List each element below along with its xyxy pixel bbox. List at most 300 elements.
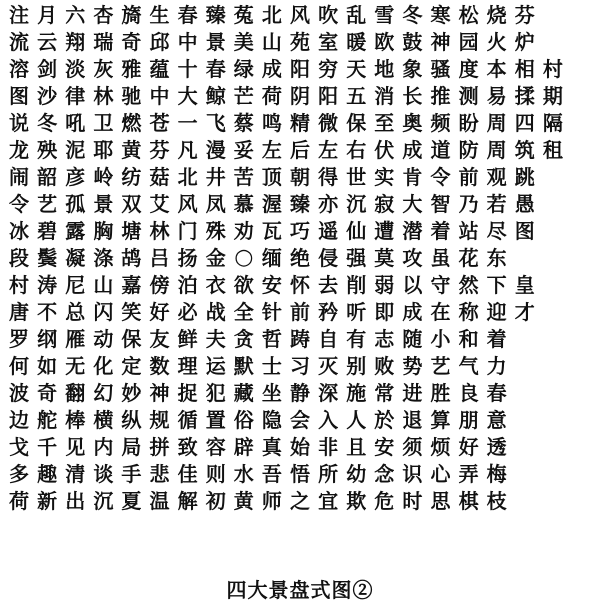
grid-character: 保 xyxy=(346,111,367,136)
grid-character: 遥 xyxy=(318,219,339,244)
grid-character: 象 xyxy=(402,57,423,82)
grid-character: 不 xyxy=(37,299,58,324)
grid-character: 笑 xyxy=(121,299,142,324)
grid-character: 鲜 xyxy=(177,326,198,351)
grid-character: 水 xyxy=(233,461,254,486)
grid-character: 冬 xyxy=(402,3,423,28)
grid-character: 泊 xyxy=(177,272,198,297)
grid-character: 苍 xyxy=(149,111,170,136)
grid-character: 势 xyxy=(402,353,423,378)
grid-character: 捉 xyxy=(177,380,198,405)
grid-character: 六 xyxy=(65,3,86,28)
grid-character: 无 xyxy=(65,353,86,378)
grid-character: 室 xyxy=(318,30,339,55)
grid-character: 站 xyxy=(458,219,479,244)
grid-character: 漫 xyxy=(205,138,226,163)
grid-character: 沙 xyxy=(37,84,58,109)
grid-character: 别 xyxy=(346,353,367,378)
grid-character: 缅 xyxy=(261,246,282,271)
grid-character: 於 xyxy=(374,407,395,432)
grid-character: 初 xyxy=(205,488,226,513)
grid-character: 内 xyxy=(93,434,114,459)
grid-character: 劝 xyxy=(233,219,254,244)
grid-character: 吹 xyxy=(318,3,339,28)
grid-character: 鸣 xyxy=(261,111,282,136)
grid-character: 温 xyxy=(149,488,170,513)
grid-character: 才 xyxy=(514,299,535,324)
grid-character: 哲 xyxy=(261,326,282,351)
grid-character: 律 xyxy=(65,84,86,109)
grid-character: 师 xyxy=(261,488,282,513)
grid-character: 志 xyxy=(374,326,395,351)
grid-character: 坐 xyxy=(261,380,282,405)
grid-character: 孤 xyxy=(65,192,86,217)
grid-character: 跳 xyxy=(514,165,535,190)
grid-character: 亦 xyxy=(318,192,339,217)
grid-character: 艺 xyxy=(37,192,58,217)
grid-character: 度 xyxy=(458,57,479,82)
grid-character: 中 xyxy=(177,30,198,55)
grid-character: 局 xyxy=(121,434,142,459)
grid-character: 理 xyxy=(177,353,198,378)
grid-character: 悲 xyxy=(149,461,170,486)
grid-character: 长 xyxy=(402,84,423,109)
grid-character: 冰 xyxy=(9,219,30,244)
grid-character: 听 xyxy=(346,299,367,324)
grid-character: 林 xyxy=(149,219,170,244)
grid-character: 力 xyxy=(486,353,507,378)
grid-character: 荷 xyxy=(9,488,30,513)
grid-character: 纺 xyxy=(121,165,142,190)
grid-character: 驰 xyxy=(121,84,142,109)
grid-character: 右 xyxy=(346,138,367,163)
grid-character: 去 xyxy=(318,272,339,297)
grid-character: 清 xyxy=(65,461,86,486)
grid-character: 施 xyxy=(346,380,367,405)
grid-character: 静 xyxy=(289,380,310,405)
grid-character: 欺 xyxy=(346,488,367,513)
grid-character: 梅 xyxy=(486,461,507,486)
grid-character: 瑞 xyxy=(93,30,114,55)
grid-character: 贪 xyxy=(233,326,254,351)
grid-character: 吾 xyxy=(261,461,282,486)
grid-character: 露 xyxy=(65,219,86,244)
character-grid xyxy=(5,2,595,568)
grid-character: 若 xyxy=(486,192,507,217)
grid-character: 侵 xyxy=(318,246,339,271)
grid-character: 美 xyxy=(233,30,254,55)
grid-character: 胸 xyxy=(93,219,114,244)
grid-character: 世 xyxy=(346,165,367,190)
grid-character: 波 xyxy=(9,380,30,405)
grid-character: 败 xyxy=(374,353,395,378)
grid-character: 思 xyxy=(430,488,451,513)
grid-character: 棋 xyxy=(458,488,479,513)
grid-character: 念 xyxy=(374,461,395,486)
grid-character: 之 xyxy=(289,488,310,513)
grid-character: 妙 xyxy=(121,380,142,405)
grid-character: 烧 xyxy=(486,3,507,28)
grid-character: 易 xyxy=(486,84,507,109)
grid-character: 前 xyxy=(458,165,479,190)
grid-character: 燃 xyxy=(121,111,142,136)
grid-character: 东 xyxy=(486,246,507,271)
grid-character: 伏 xyxy=(374,138,395,163)
grid-character: 鬓 xyxy=(37,246,58,271)
grid-character: 一 xyxy=(177,111,198,136)
grid-character: 友 xyxy=(149,326,170,351)
grid-character: 遭 xyxy=(374,219,395,244)
grid-character: 菟 xyxy=(233,3,254,28)
grid-character: 好 xyxy=(149,299,170,324)
grid-character: 幻 xyxy=(93,380,114,405)
grid-character: 胜 xyxy=(430,380,451,405)
grid-character: 芬 xyxy=(149,138,170,163)
grid-character: 骚 xyxy=(430,57,451,82)
grid-character: 春 xyxy=(177,3,198,28)
grid-character: 剑 xyxy=(37,57,58,82)
grid-character: 艾 xyxy=(149,192,170,217)
grid-character: 瓦 xyxy=(261,219,282,244)
grid-character: 凝 xyxy=(65,246,86,271)
grid-character: 春 xyxy=(205,57,226,82)
grid-character: 令 xyxy=(430,165,451,190)
grid-character: 渥 xyxy=(261,192,282,217)
grid-character: 龙 xyxy=(9,138,30,163)
grid-character: 奇 xyxy=(121,30,142,55)
grid-character: 何 xyxy=(9,353,30,378)
grid-character: 纲 xyxy=(37,326,58,351)
grid-character: 山 xyxy=(261,30,282,55)
grid-character: 蕴 xyxy=(149,57,170,82)
grid-character: 顶 xyxy=(261,165,282,190)
grid-character: 苦 xyxy=(233,165,254,190)
grid-character: 令 xyxy=(9,192,30,217)
grid-character: 涤 xyxy=(93,246,114,271)
grid-character: 乃 xyxy=(458,192,479,217)
grid-character: 注 xyxy=(9,3,30,28)
grid-character: 殃 xyxy=(37,138,58,163)
grid-character: 门 xyxy=(177,219,198,244)
grid-character: 灰 xyxy=(93,57,114,82)
grid-character: 朋 xyxy=(458,407,479,432)
grid-character: 揉 xyxy=(514,84,535,109)
grid-character: 淡 xyxy=(65,57,86,82)
grid-character: 春 xyxy=(486,380,507,405)
center-circle: ○ xyxy=(234,245,254,271)
grid-character: 新 xyxy=(37,488,58,513)
grid-character: 神 xyxy=(430,30,451,55)
grid-character: 千 xyxy=(37,434,58,459)
grid-character: 习 xyxy=(289,353,310,378)
grid-character: 前 xyxy=(289,299,310,324)
grid-character: 段 xyxy=(9,246,30,271)
grid-character: 暖 xyxy=(346,30,367,55)
grid-character: 溶 xyxy=(9,57,30,82)
grid-character: 真 xyxy=(261,434,282,459)
grid-character: 扬 xyxy=(177,246,198,271)
grid-character: 始 xyxy=(289,434,310,459)
grid-character: 图 xyxy=(514,219,535,244)
grid-character: 自 xyxy=(318,326,339,351)
grid-character: 默 xyxy=(233,353,254,378)
grid-character: 手 xyxy=(121,461,142,486)
grid-character: 数 xyxy=(149,353,170,378)
grid-character: 风 xyxy=(289,3,310,28)
grid-character: 大 xyxy=(177,84,198,109)
grid-character: 花 xyxy=(458,246,479,271)
grid-character: 定 xyxy=(121,353,142,378)
grid-character: 阴 xyxy=(289,84,310,109)
grid-character: 凤 xyxy=(205,192,226,217)
grid-character: 北 xyxy=(177,165,198,190)
grid-character: 攻 xyxy=(402,246,423,271)
grid-character: 迎 xyxy=(486,299,507,324)
grid-character: 苑 xyxy=(289,30,310,55)
grid-character: 弱 xyxy=(374,272,395,297)
grid-character: 所 xyxy=(318,461,339,486)
grid-character: 鼓 xyxy=(402,30,423,55)
grid-character: 臻 xyxy=(289,192,310,217)
grid-character: 罗 xyxy=(9,326,30,351)
grid-character: 着 xyxy=(486,326,507,351)
grid-character: 俗 xyxy=(233,407,254,432)
grid-character: 守 xyxy=(430,272,451,297)
grid-character: 且 xyxy=(346,434,367,459)
grid-character: 弄 xyxy=(458,461,479,486)
grid-character: 频 xyxy=(430,111,451,136)
grid-character: 肯 xyxy=(402,165,423,190)
grid-character: 衣 xyxy=(205,272,226,297)
grid-character: 强 xyxy=(346,246,367,271)
grid-character: 景 xyxy=(205,30,226,55)
grid-character: 四 xyxy=(514,111,535,136)
grid-character: 隔 xyxy=(542,111,563,136)
grid-character: 林 xyxy=(93,84,114,109)
grid-character: 塘 xyxy=(121,219,142,244)
grid-character: 多 xyxy=(9,461,30,486)
grid-character: 奥 xyxy=(402,111,423,136)
grid-character: 士 xyxy=(261,353,282,378)
grid-character: 碧 xyxy=(37,219,58,244)
grid-character: 绿 xyxy=(233,57,254,82)
grid-character: 防 xyxy=(458,138,479,163)
grid-character: 烦 xyxy=(430,434,451,459)
grid-character: 称 xyxy=(458,299,479,324)
grid-character: 吼 xyxy=(65,111,86,136)
grid-character: 泥 xyxy=(65,138,86,163)
grid-character: 危 xyxy=(374,488,395,513)
grid-character: 租 xyxy=(542,138,563,163)
grid-character: 天 xyxy=(346,57,367,82)
grid-character: 穷 xyxy=(318,57,339,82)
grid-character: 奇 xyxy=(37,380,58,405)
grid-character: 消 xyxy=(374,84,395,109)
figure-caption: 四大景盘式图② xyxy=(226,578,374,602)
grid-character: 识 xyxy=(402,461,423,486)
grid-character: 致 xyxy=(177,434,198,459)
grid-character: 慕 xyxy=(233,192,254,217)
grid-character: 鸪 xyxy=(121,246,142,271)
grid-character: 阳 xyxy=(289,57,310,82)
grid-character: 艺 xyxy=(430,353,451,378)
grid-character: 火 xyxy=(486,30,507,55)
grid-character: 虽 xyxy=(430,246,451,271)
grid-character: 智 xyxy=(430,192,451,217)
grid-character: 见 xyxy=(65,434,86,459)
grid-character: 透 xyxy=(486,434,507,459)
grid-character: 则 xyxy=(205,461,226,486)
grid-character: 本 xyxy=(486,57,507,82)
grid-character: 井 xyxy=(205,165,226,190)
grid-character: 中 xyxy=(149,84,170,109)
grid-character: 拼 xyxy=(149,434,170,459)
grid-character: 筑 xyxy=(514,138,535,163)
grid-character: 乱 xyxy=(346,3,367,28)
grid-character: 总 xyxy=(65,299,86,324)
grid-character: 周 xyxy=(486,138,507,163)
grid-character: 蔡 xyxy=(233,111,254,136)
grid-character: 小 xyxy=(430,326,451,351)
grid-character: 纵 xyxy=(121,407,142,432)
grid-character: 枝 xyxy=(486,488,507,513)
grid-character: 松 xyxy=(458,3,479,28)
grid-character: 和 xyxy=(458,326,479,351)
grid-character: 以 xyxy=(402,272,423,297)
grid-character: 后 xyxy=(289,138,310,163)
grid-character: 人 xyxy=(346,407,367,432)
grid-character: 至 xyxy=(374,111,395,136)
grid-character: 翻 xyxy=(65,380,86,405)
grid-character: 成 xyxy=(261,57,282,82)
grid-character: 流 xyxy=(9,30,30,55)
grid-character: 戈 xyxy=(9,434,30,459)
grid-character: 意 xyxy=(486,407,507,432)
grid-character: 安 xyxy=(261,272,282,297)
grid-character: 心 xyxy=(430,461,451,486)
grid-character: 臻 xyxy=(205,3,226,28)
grid-character: 会 xyxy=(289,407,310,432)
grid-character: 如 xyxy=(37,353,58,378)
grid-character: 左 xyxy=(318,138,339,163)
grid-character: 欧 xyxy=(374,30,395,55)
grid-character: 景 xyxy=(93,192,114,217)
grid-character: 观 xyxy=(486,165,507,190)
grid-character: 精 xyxy=(289,111,310,136)
grid-character: 沉 xyxy=(93,488,114,513)
grid-character: 好 xyxy=(458,434,479,459)
grid-character: 凡 xyxy=(177,138,198,163)
grid-character: 闪 xyxy=(93,299,114,324)
grid-character: 生 xyxy=(149,3,170,28)
grid-character: 谈 xyxy=(93,461,114,486)
grid-character: 金 xyxy=(205,246,226,271)
grid-character: 园 xyxy=(458,30,479,55)
grid-character: 说 xyxy=(9,111,30,136)
grid-character: 韶 xyxy=(37,165,58,190)
grid-character: 盼 xyxy=(458,111,479,136)
grid-character: 旖 xyxy=(121,3,142,28)
grid-character: 针 xyxy=(261,299,282,324)
grid-character: 非 xyxy=(318,434,339,459)
grid-character: 入 xyxy=(318,407,339,432)
grid-character: 犯 xyxy=(205,380,226,405)
grid-character: 循 xyxy=(177,407,198,432)
grid-character: 时 xyxy=(402,488,423,513)
grid-character: 深 xyxy=(318,380,339,405)
grid-character: 风 xyxy=(177,192,198,217)
grid-character: 殊 xyxy=(205,219,226,244)
grid-character: 相 xyxy=(514,57,535,82)
grid-character: 黄 xyxy=(233,488,254,513)
grid-character: 退 xyxy=(402,407,423,432)
grid-character: 寂 xyxy=(374,192,395,217)
grid-character: 鲸 xyxy=(205,84,226,109)
grid-character: 测 xyxy=(458,84,479,109)
grid-character: 双 xyxy=(121,192,142,217)
grid-character: 邱 xyxy=(149,30,170,55)
grid-character: 尽 xyxy=(486,219,507,244)
grid-character: 良 xyxy=(458,380,479,405)
grid-character: 成 xyxy=(402,299,423,324)
grid-character: 彦 xyxy=(65,165,86,190)
grid-character: 灭 xyxy=(318,353,339,378)
grid-character: 冬 xyxy=(37,111,58,136)
grid-character: 幼 xyxy=(346,461,367,486)
grid-character: 削 xyxy=(346,272,367,297)
grid-character: 寒 xyxy=(430,3,451,28)
grid-character: 成 xyxy=(402,138,423,163)
grid-character: 雅 xyxy=(121,57,142,82)
grid-character: 村 xyxy=(9,272,30,297)
grid-character: 朝 xyxy=(289,165,310,190)
grid-character: 期 xyxy=(542,84,563,109)
grid-character: 棒 xyxy=(65,407,86,432)
grid-character: 月 xyxy=(37,3,58,28)
grid-character: 地 xyxy=(374,57,395,82)
grid-character: 矜 xyxy=(318,299,339,324)
grid-character: 阳 xyxy=(318,84,339,109)
grid-character: 图 xyxy=(9,84,30,109)
grid-character: 唐 xyxy=(9,299,30,324)
grid-character: 进 xyxy=(402,380,423,405)
grid-character: 雁 xyxy=(65,326,86,351)
grid-character: 算 xyxy=(430,407,451,432)
grid-character: 耶 xyxy=(93,138,114,163)
grid-character: 藏 xyxy=(233,380,254,405)
grid-character: 全 xyxy=(233,299,254,324)
grid-character: 即 xyxy=(374,299,395,324)
grid-character: 辟 xyxy=(233,434,254,459)
grid-character: 容 xyxy=(205,434,226,459)
grid-character: 沉 xyxy=(346,192,367,217)
grid-character: 气 xyxy=(458,353,479,378)
grid-character: 宜 xyxy=(318,488,339,513)
grid-character: 微 xyxy=(318,111,339,136)
grid-character: 安 xyxy=(374,434,395,459)
grid-character: 尼 xyxy=(65,272,86,297)
grid-character: 杏 xyxy=(93,3,114,28)
grid-character: 芬 xyxy=(514,3,535,28)
grid-character: 炉 xyxy=(514,30,535,55)
grid-character: 夏 xyxy=(121,488,142,513)
grid-character: 左 xyxy=(261,138,282,163)
grid-character: 动 xyxy=(93,326,114,351)
grid-character: 横 xyxy=(93,407,114,432)
grid-character: 得 xyxy=(318,165,339,190)
grid-character: 皇 xyxy=(514,272,535,297)
grid-character: 绝 xyxy=(289,246,310,271)
